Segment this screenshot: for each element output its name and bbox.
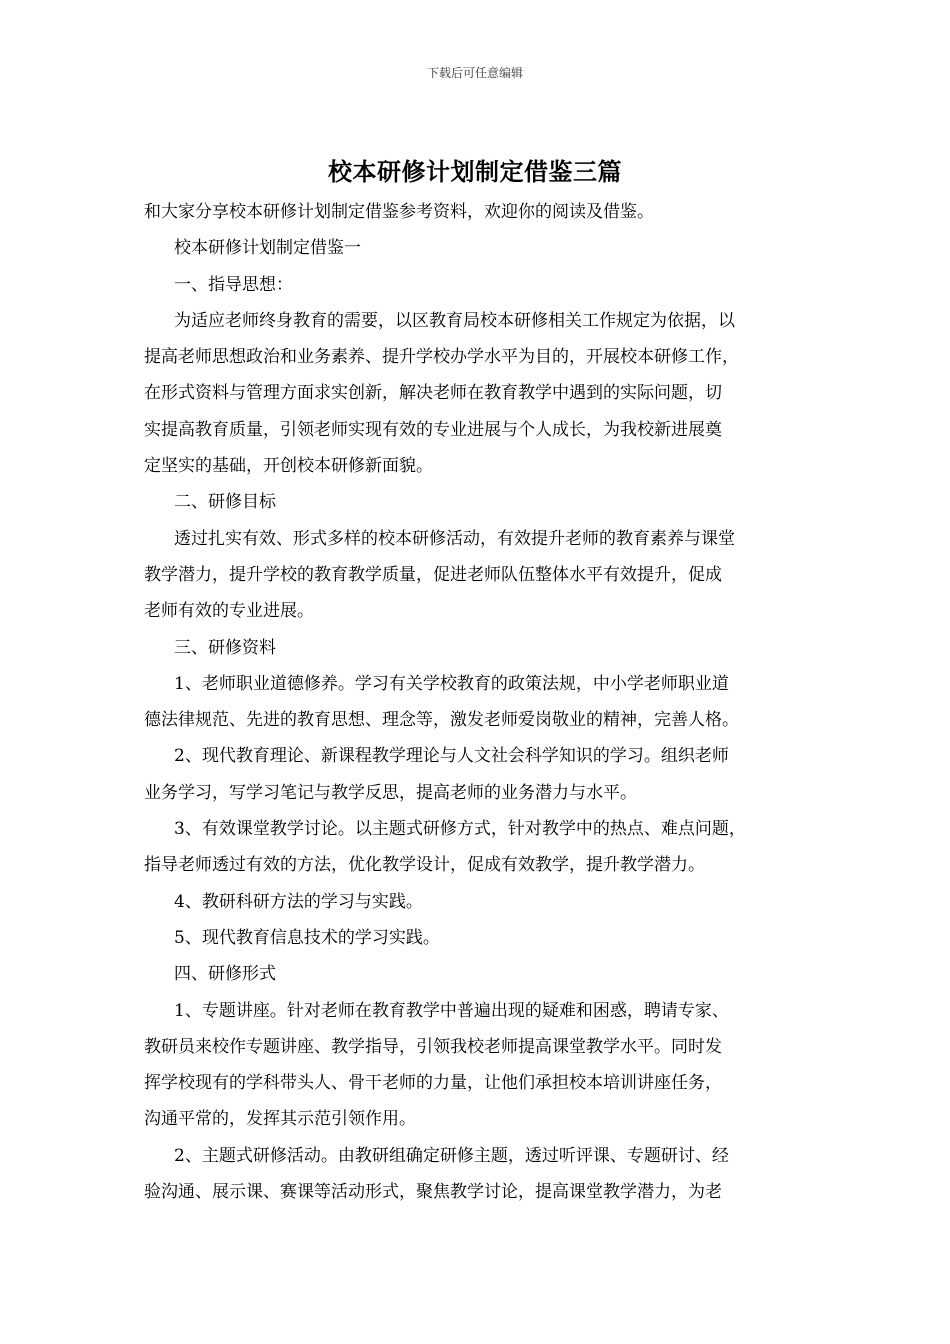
- body-line: 业务学习，写学习笔记与教学反思，提高老师的业务潜力与水平。: [144, 782, 637, 803]
- list-item-line: 3、有效课堂教学讨论。以主题式研修方式，针对教学中的热点、难点问题，: [174, 819, 746, 840]
- list-item-line: 4、教研科研方法的学习与实践。: [174, 891, 423, 912]
- section-heading: 一、指导思想：: [174, 274, 293, 295]
- list-item-line: 1、专题讲座。针对老师在教育教学中普遍出现的疑难和困惑，聘请专家、: [174, 1000, 729, 1021]
- section-heading: 二、研修目标: [174, 492, 276, 513]
- header-note: 下载后可任意编辑: [426, 66, 523, 80]
- body-line: 德法律规范、先进的教育思想、理念等，激发老师爱岗敬业的精神，完善人格。: [144, 710, 739, 731]
- body-line: 指导老师透过有效的方法，优化教学设计，促成有效教学，提升教学潜力。: [144, 855, 705, 876]
- body-line: 挥学校现有的学科带头人、骨干老师的力量，让他们承担校本培训讲座任务，: [144, 1073, 722, 1094]
- body-line: 和大家分享校本研修计划制定借鉴参考资料，欢迎你的阅读及借鉴。: [144, 202, 654, 222]
- body-line: 教研员来校作专题讲座、教学指导，引领我校老师提高课堂教学水平。同时发: [144, 1036, 722, 1057]
- document-body: [144, 194, 824, 1210]
- body-line: 透过扎实有效、形式多样的校本研修活动，有效提升老师的教育素养与课堂: [174, 528, 735, 549]
- body-line: 实提高教育质量，引领老师实现有效的专业进展与个人成长，为我校新进展奠: [144, 419, 722, 440]
- body-line: 验沟通、展示课、赛课等活动形式，聚焦教学讨论，提高课堂教学潜力，为老: [144, 1182, 722, 1203]
- body-line: 老师有效的专业进展。: [144, 601, 314, 622]
- list-item-line: 2、现代教育理论、新课程教学理论与人文社会科学知识的学习。组织老师: [174, 746, 729, 767]
- body-line: 提高老师思想政治和业务素养、提升学校办学水平为目的，开展校本研修工作，: [144, 347, 739, 368]
- list-item-line: 2、主题式研修活动。由教研组确定研修主题，透过听评课、专题研讨、经: [174, 1145, 729, 1166]
- section-heading: 三、研修资料: [174, 637, 276, 658]
- body-line: 定坚实的基础，开创校本研修新面貌。: [144, 456, 433, 477]
- body-line: 教学潜力，提升学校的教育教学质量，促进老师队伍整体水平有效提升，促成: [144, 564, 722, 585]
- list-item-line: 5、现代教育信息技术的学习实践。: [174, 927, 440, 948]
- body-line: 为适应老师终身教育的需要，以区教育局校本研修相关工作规定为依据，以: [174, 310, 735, 331]
- body-line: 在形式资料与管理方面求实创新，解决老师在教育教学中遇到的实际问题，切: [144, 383, 722, 404]
- section-heading: 校本研修计划制定借鉴一: [174, 238, 361, 259]
- body-line: 沟通平常的，发挥其示范引领作用。: [144, 1109, 416, 1130]
- list-item-line: 1、老师职业道德修养。学习有关学校教育的政策法规，中小学老师职业道: [174, 673, 729, 694]
- document-title: 校本研修计划制定借鉴三篇: [328, 157, 622, 186]
- section-heading: 四、研修形式: [174, 964, 276, 985]
